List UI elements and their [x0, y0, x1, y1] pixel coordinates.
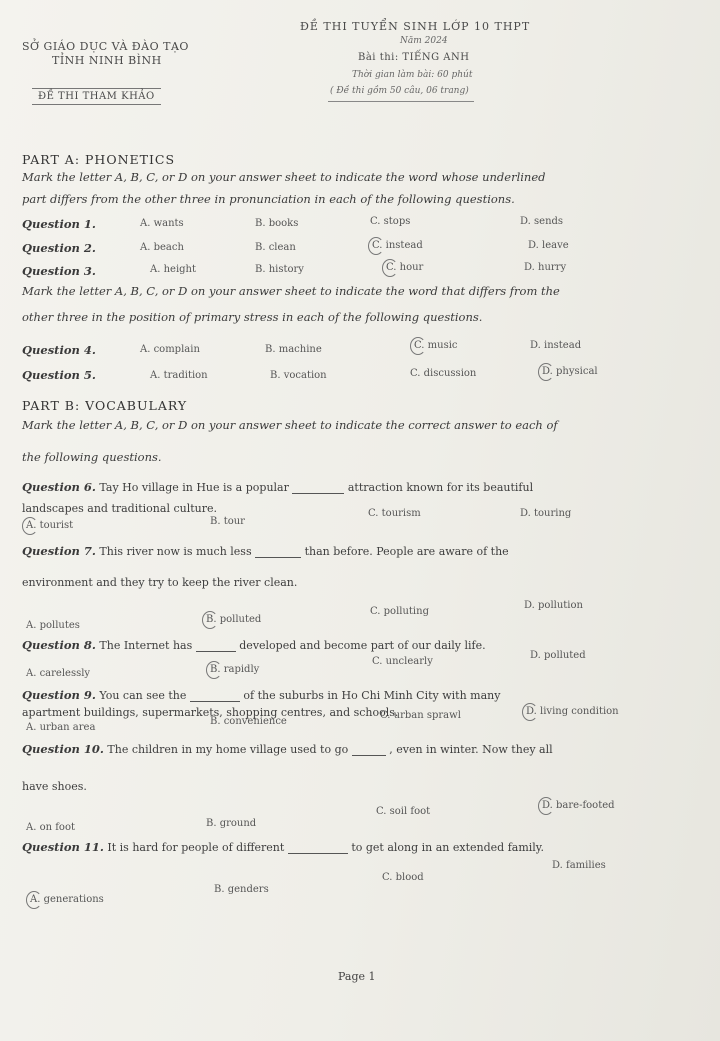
q9-option-c[interactable]: C. urban sprawl: [380, 710, 461, 721]
q9-option-b[interactable]: B. convenience: [210, 716, 287, 727]
q1-option-b[interactable]: B. books: [255, 218, 299, 229]
question-9-text-before: You can see the: [99, 689, 187, 702]
part-a-instruction-2a: Mark the letter A, B, C, or D on your answer sheet to indicate the word that differs from the: [22, 284, 560, 298]
province-name: TỈNH NINH BÌNH: [52, 54, 162, 67]
department-name: SỞ GIÁO DỤC VÀ ĐÀO TẠO: [22, 40, 189, 53]
part-b-instruction-b: the following questions.: [22, 450, 162, 464]
exam-year: Năm 2024: [400, 36, 448, 46]
exam-duration: Thời gian làm bài: 60 phút: [352, 70, 473, 80]
question-11-text-after: to get along in an extended family.: [351, 841, 545, 854]
q4-option-d[interactable]: D. instead: [530, 340, 582, 351]
question-11-text-before: It is hard for people of different: [107, 841, 285, 854]
question-10-label: Question 10.: [22, 742, 104, 756]
header-rule: [328, 101, 474, 102]
question-3-label: Question 3.: [22, 264, 96, 278]
question-10-stem: [22, 742, 553, 756]
q11-option-b[interactable]: B. genders: [214, 884, 269, 895]
question-11-label: Question 11.: [22, 840, 104, 854]
q3-option-b[interactable]: B. history: [255, 264, 304, 275]
q7-option-a[interactable]: A. pollutes: [26, 620, 80, 631]
q7-option-b-circled[interactable]: B. polluted: [206, 614, 262, 625]
q2-option-c-circled[interactable]: C. instead: [372, 240, 423, 251]
question-7-text-before: This river now is much less: [99, 545, 252, 558]
page-number: Page 1: [338, 970, 376, 983]
question-6-text-before: Tay Ho village in Hue is a popular: [99, 481, 289, 494]
exam-title: ĐỀ THI TUYỂN SINH LỚP 10 THPT: [300, 20, 531, 33]
question-9-stem: [22, 688, 500, 702]
q2-option-d[interactable]: D. leave: [528, 240, 569, 251]
q10-option-c[interactable]: C. soil foot: [376, 806, 431, 817]
q1-option-c[interactable]: C. stops: [370, 216, 411, 227]
q7-option-d[interactable]: D. pollution: [524, 600, 583, 611]
part-b-instruction-a: Mark the letter A, B, C, or D on your answer sheet to indicate the correct answer to each of: [22, 418, 558, 432]
q1-option-a[interactable]: A. wants: [140, 218, 184, 229]
question-9-text-after: of the suburbs in Ho Chi Minh City with many: [243, 689, 501, 702]
q10-option-d-circled[interactable]: D. bare-footed: [542, 800, 615, 811]
question-8-stem: [22, 638, 486, 652]
part-b-title: PART B: VOCABULARY: [22, 398, 188, 413]
q1-option-d[interactable]: D. sends: [520, 216, 564, 227]
q6-option-c[interactable]: C. tourism: [368, 508, 421, 519]
q5-option-c[interactable]: C. discussion: [410, 368, 477, 379]
question-6-stem: [22, 480, 533, 494]
part-a-title: PART A: PHONETICS: [22, 152, 176, 167]
q3-option-d[interactable]: D. hurry: [524, 262, 567, 273]
q10-option-b[interactable]: B. ground: [206, 818, 257, 829]
question-10-blank[interactable]: [352, 755, 386, 756]
q6-option-a-circled[interactable]: A. tourist: [26, 520, 74, 531]
question-1-label: Question 1.: [22, 217, 96, 231]
question-7-line-2: environment and they try to keep the river clean.: [22, 576, 298, 589]
part-a-instruction-1b: part differs from the other three in pronunciation in each of the following questions.: [22, 192, 515, 206]
q2-option-b[interactable]: B. clean: [255, 242, 296, 253]
question-10-text-before: The children in my home village used to go: [107, 743, 349, 756]
q9-option-d-circled[interactable]: D. living condition: [526, 706, 619, 717]
q3-option-c-circled[interactable]: C. hour: [386, 262, 424, 273]
question-6-line-2: landscapes and traditional culture.: [22, 502, 217, 515]
question-9-label: Question 9.: [22, 688, 96, 702]
question-7-stem: [22, 544, 509, 558]
reference-exam-badge: ĐỀ THI THAM KHẢO: [32, 88, 161, 105]
q11-option-c[interactable]: C. blood: [382, 872, 424, 883]
question-11-blank[interactable]: [288, 853, 348, 854]
question-5-label: Question 5.: [22, 368, 96, 382]
q6-option-b[interactable]: B. tour: [210, 516, 245, 527]
q9-option-a[interactable]: A. urban area: [26, 722, 96, 733]
question-8-text-before: The Internet has: [99, 639, 193, 652]
question-7-text-after: than before. People are aware of the: [304, 545, 509, 558]
q4-option-c-circled[interactable]: C. music: [414, 340, 458, 351]
q5-option-a[interactable]: A. tradition: [150, 370, 208, 381]
q7-option-c[interactable]: C. polluting: [370, 606, 429, 617]
exam-note: ( Đề thi gồm 50 câu, 06 trang): [330, 86, 469, 96]
q2-option-a[interactable]: A. beach: [140, 242, 184, 253]
q4-option-a[interactable]: A. complain: [140, 344, 200, 355]
exam-subject: Bài thi: TIẾNG ANH: [358, 52, 470, 63]
q3-option-a[interactable]: A. height: [150, 264, 196, 275]
question-10-text-after: , even in winter. Now they all: [389, 743, 553, 756]
question-7-blank[interactable]: [255, 557, 301, 558]
question-10-line-2: have shoes.: [22, 780, 87, 793]
question-8-blank[interactable]: [196, 651, 236, 652]
question-6-text-after: attraction known for its beautiful: [347, 481, 534, 494]
question-2-label: Question 2.: [22, 241, 96, 255]
q8-option-d[interactable]: D. polluted: [530, 650, 586, 661]
q5-option-b[interactable]: B. vocation: [270, 370, 327, 381]
q8-option-c[interactable]: C. unclearly: [372, 656, 433, 667]
q4-option-b[interactable]: B. machine: [265, 344, 322, 355]
question-6-blank[interactable]: [292, 493, 344, 494]
question-9-line-2: apartment buildings, supermarkets, shopping centres, and schools.: [22, 706, 399, 719]
question-6-label: Question 6.: [22, 480, 96, 494]
q6-option-d[interactable]: D. touring: [520, 508, 572, 519]
q5-option-d-circled[interactable]: D. physical: [542, 366, 598, 377]
question-7-label: Question 7.: [22, 544, 96, 558]
q10-option-a[interactable]: A. on foot: [26, 822, 75, 833]
q11-option-d[interactable]: D. families: [552, 860, 606, 871]
q11-option-a-circled[interactable]: A. generations: [30, 894, 104, 905]
question-8-text-after: developed and become part of our daily life.: [239, 639, 486, 652]
question-11-stem: [22, 840, 544, 854]
part-a-instruction-2b: other three in the position of primary stress in each of the following questions.: [22, 310, 483, 324]
q8-option-a[interactable]: A. carelessly: [26, 668, 91, 679]
q8-option-b-circled[interactable]: B. rapidly: [210, 664, 260, 675]
question-9-blank[interactable]: [190, 701, 240, 702]
part-a-instruction-1a: Mark the letter A, B, C, or D on your answer sheet to indicate the word whose underlined: [22, 170, 546, 184]
question-8-label: Question 8.: [22, 638, 96, 652]
question-4-label: Question 4.: [22, 343, 96, 357]
